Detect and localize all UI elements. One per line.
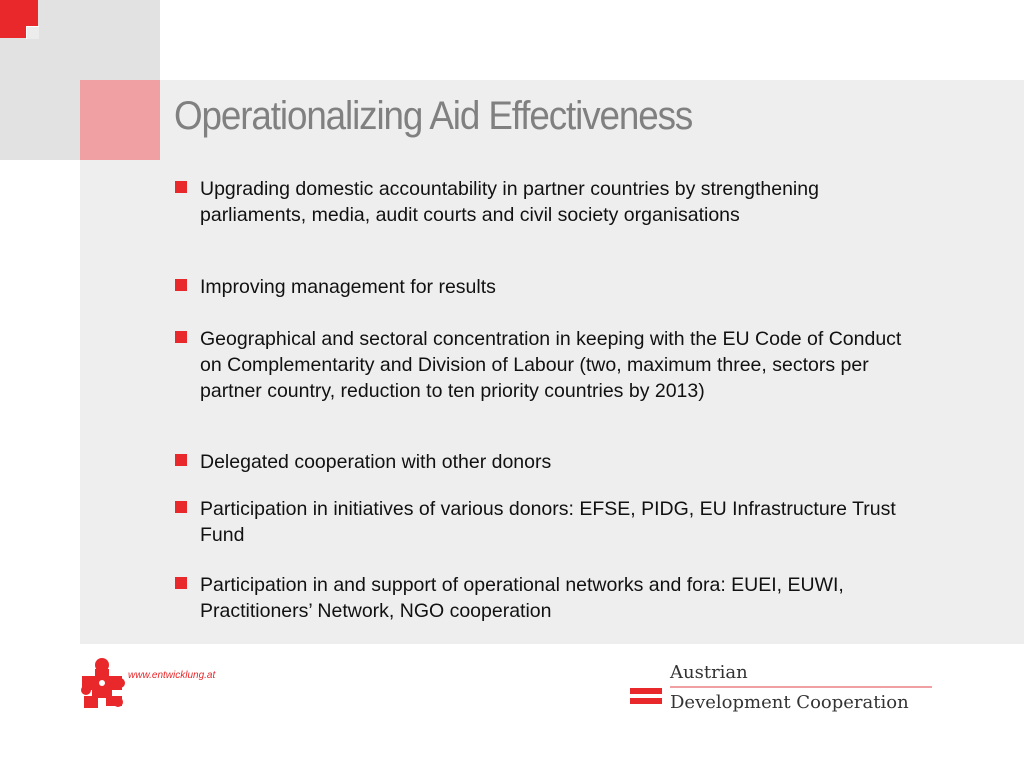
entwicklung-logo xyxy=(80,656,220,712)
slide-title: Operationalizing Aid Effectiveness xyxy=(174,94,693,138)
bullet-text: Improving management for results xyxy=(200,276,496,298)
bullet-text: Geographical and sectoral concentration in keeping with the EU Code of Conduct on Complementarity and Division of Labour (two, maximum three, sectors per partner country, reduction to ten priority countries by 2013) xyxy=(200,328,902,402)
square-bullet-icon xyxy=(175,454,187,466)
decorative-pink-square xyxy=(80,80,160,160)
bullet-text: Upgrading domestic accountability in partner countries by strengthening parliaments, media, audit courts and civil society organisations xyxy=(200,178,819,226)
bullet-item xyxy=(174,496,914,548)
bullet-item xyxy=(174,176,914,228)
bullet-text: Delegated cooperation with other donors xyxy=(200,451,552,473)
austrian-flag-stripe xyxy=(630,698,662,704)
bullet-item xyxy=(174,572,914,624)
bullet-text: Participation in and support of operational networks and fora: EUEI, EUWI, Practitioners’ Network, NGO cooperation xyxy=(200,574,844,622)
bullet-text: Participation in initiatives of various donors: EFSE, PIDG, EU Infrastructure Trust Fund xyxy=(200,498,896,546)
square-bullet-icon xyxy=(175,501,187,513)
austrian-flag-icon xyxy=(630,688,662,694)
square-bullet-icon xyxy=(175,181,187,193)
puzzle-piece-icon xyxy=(80,656,126,710)
adc-logo xyxy=(630,660,940,720)
decorative-small-square xyxy=(26,26,39,39)
bullet-item xyxy=(174,274,914,300)
bullet-item xyxy=(174,326,914,404)
square-bullet-icon xyxy=(175,331,187,343)
logo-text-austrian: Austrian xyxy=(670,662,748,683)
website-link[interactable]: www.entwicklung.at xyxy=(128,670,216,681)
logo-divider xyxy=(670,686,932,688)
square-bullet-icon xyxy=(175,279,187,291)
square-bullet-icon xyxy=(175,577,187,589)
logo-text-development-cooperation: Development Cooperation xyxy=(670,692,909,713)
bullet-item xyxy=(174,449,914,475)
